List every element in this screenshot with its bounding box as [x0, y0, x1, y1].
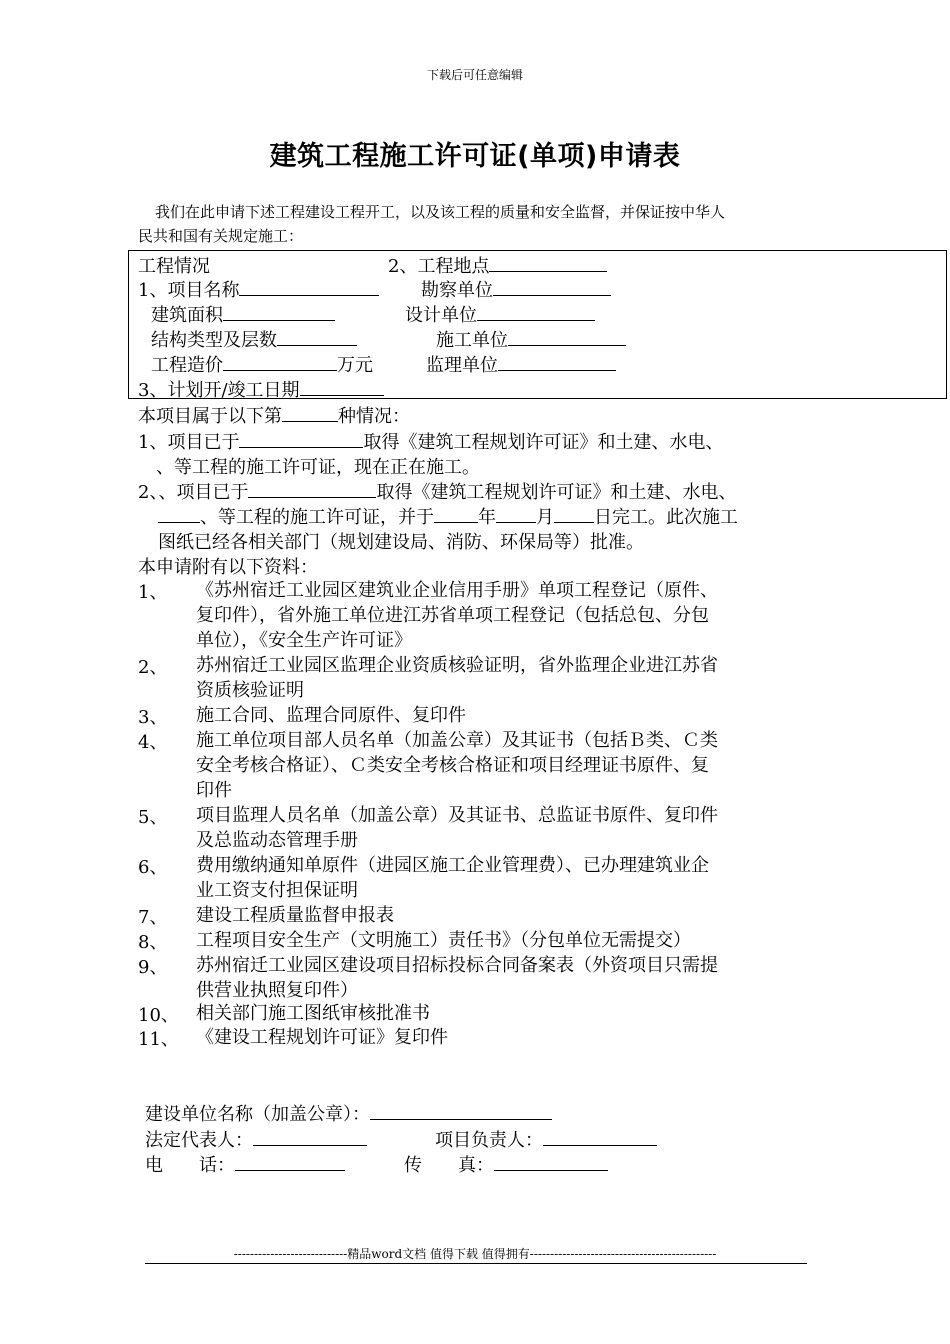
attachment-7-text — [196, 903, 816, 928]
attachment-11-text — [196, 1025, 816, 1050]
attachment-11-line-1: 《建设工程规划许可证》复印件 — [196, 1027, 448, 1048]
building-area-label: 建筑面积 — [151, 305, 223, 326]
project-lead-field[interactable] — [435, 1126, 657, 1152]
situation-suffix: 种情况： — [338, 406, 410, 427]
attachment-11-number: 11、 — [138, 1029, 179, 1050]
attachment-1-line-2: 复印件），省外施工单位进江苏省单项工程登记（包括总包、分包 — [196, 605, 709, 626]
attachment-4-line-3: 印件 — [196, 780, 232, 801]
company-name-blank[interactable] — [370, 1101, 552, 1120]
attachment-3-text — [196, 703, 816, 728]
attachment-10-text — [196, 1001, 816, 1026]
fax-blank[interactable] — [494, 1152, 608, 1171]
attachment-10-line-1: 相关部门施工图纸审核批准书 — [196, 1003, 430, 1024]
survey-unit-field[interactable] — [421, 276, 611, 302]
design-unit-label: 设计单位 — [405, 305, 477, 326]
fax-field[interactable] — [404, 1151, 608, 1177]
page-title: 建筑工程施工许可证(单项)申请表 — [269, 141, 681, 172]
attachment-6-number: 6、 — [138, 857, 168, 878]
attachment-8-text — [196, 928, 816, 953]
structure-type-label: 结构类型及层数 — [151, 330, 277, 351]
construction-unit-field[interactable] — [436, 326, 626, 352]
phone-field[interactable] — [145, 1151, 345, 1177]
completion-year-label: 年 — [478, 507, 496, 528]
building-area-blank[interactable] — [223, 302, 335, 321]
attachment-2-line-1: 苏州宿迁工业园区监理企业资质核验证明，省外监理企业进江苏省 — [196, 655, 718, 676]
project-name-field[interactable] — [138, 276, 379, 302]
attachment-5-number: 5、 — [138, 807, 168, 828]
project-situation-label: 工程情况 — [138, 256, 210, 277]
design-unit-blank[interactable] — [477, 302, 595, 321]
situation-choice[interactable] — [138, 402, 410, 428]
supervision-unit-blank[interactable] — [498, 352, 616, 371]
legal-rep-field[interactable] — [145, 1126, 367, 1152]
completion-year-blank[interactable] — [434, 504, 478, 523]
survey-unit-label: 勘察单位 — [421, 280, 493, 301]
attachment-4-text — [196, 728, 816, 803]
attachment-5-text — [196, 803, 816, 853]
completion-month-label: 月 — [536, 507, 554, 528]
attachment-2-line-2: 资质核验证明 — [196, 680, 304, 701]
situation-item-2-text-b: 取得《建筑工程规划许可证》和土建、水电、 — [376, 482, 737, 503]
attachment-6-text — [196, 853, 816, 903]
attachment-7-line-1: 建设工程质量监督申报表 — [196, 905, 394, 926]
construction-unit-label: 施工单位 — [436, 330, 508, 351]
attachment-8-number: 8、 — [138, 932, 168, 953]
project-cost-unit: 万元 — [337, 355, 373, 376]
situation-item-2-text-c: 、等工程的施工许可证，并于 — [200, 507, 434, 528]
legal-rep-blank[interactable] — [253, 1127, 367, 1146]
attachment-3-line-1: 施工合同、监理合同原件、复印件 — [196, 705, 466, 726]
situation-item-1-date-blank[interactable] — [239, 429, 363, 448]
phone-blank[interactable] — [235, 1152, 345, 1171]
attachment-4-number: 4、 — [138, 732, 168, 753]
project-location-blank[interactable] — [489, 253, 607, 272]
attachment-4-line-1: 施工单位项目部人员名单（加盖公章）及其证书（包括Ｂ类、Ｃ类 — [196, 730, 718, 751]
intro-line-1: 我们在此申请下述工程建设工程开工，以及该工程的质量和安全监督，并保证按中华人 — [155, 203, 726, 221]
attachment-1-line-3: 单位），《安全生产许可证》 — [196, 630, 412, 651]
attachment-9-line-1: 苏州宿迁工业园区建设项目招标投标合同备案表（外资项目只需提 — [196, 955, 718, 976]
project-name-label: 1、项目名称 — [138, 280, 240, 301]
attachment-9-text — [196, 953, 816, 1003]
attachment-6-line-2: 业工资支付担保证明 — [196, 880, 358, 901]
building-area-field[interactable] — [151, 301, 335, 327]
footer-note: ----------------------------精品word文档 值得下载 值得拥有---------------------------------------------- — [233, 1247, 717, 1261]
survey-unit-blank[interactable] — [493, 277, 611, 296]
intro-line-2: 民共和国有关规定施工： — [138, 227, 304, 245]
project-location-label: 2、工程地点 — [388, 256, 490, 277]
situation-item-2-text-a: 2、、项目已于 — [138, 482, 249, 503]
situation-item-2-work-blank[interactable] — [158, 504, 200, 523]
completion-day-blank[interactable] — [554, 504, 594, 523]
project-lead-blank[interactable] — [543, 1127, 657, 1146]
attachment-8-line-1: 工程项目安全生产（文明施工）责任书》（分包单位无需提交） — [196, 930, 691, 951]
attachment-4-line-2: 安全考核合格证）、Ｃ类安全考核合格证和项目经理证书原件、复 — [196, 755, 709, 776]
attachment-9-number: 9、 — [138, 957, 168, 978]
situation-prefix: 本项目属于以下第 — [138, 406, 282, 427]
project-cost-field[interactable] — [151, 351, 373, 377]
attachment-1-number: 1、 — [138, 582, 168, 603]
header-note: 下载后可任意编辑 — [426, 68, 523, 82]
schedule-blank[interactable] — [300, 377, 384, 396]
intro-paragraph — [138, 200, 808, 248]
attachments-heading: 本申请附有以下资料： — [138, 557, 318, 578]
project-lead-label: 项目负责人： — [435, 1130, 543, 1151]
supervision-unit-label: 监理单位 — [426, 355, 498, 376]
attachment-3-number: 3、 — [138, 707, 168, 728]
attachment-1-text — [196, 578, 816, 653]
situation-item-1-line-1 — [138, 428, 723, 454]
company-name-field[interactable] — [145, 1100, 552, 1126]
project-cost-blank[interactable] — [223, 352, 337, 371]
situation-item-2-text-d: 日完工。此次施工 — [594, 507, 738, 528]
attachment-1-line-1: 《苏州宿迁工业园区建筑业企业信用手册》单项工程登记（原件、 — [196, 580, 718, 601]
attachment-2-number: 2、 — [138, 657, 168, 678]
attachment-5-line-2: 及总监动态管理手册 — [196, 830, 358, 851]
attachment-6-line-1: 费用缴纳通知单原件（进园区施工企业管理费）、已办理建筑业企 — [196, 855, 709, 876]
attachment-5-line-1: 项目监理人员名单（加盖公章）及其证书、总监证书原件、复印件 — [196, 805, 718, 826]
schedule-label: 3、计划开/竣工日期 — [138, 380, 300, 401]
fax-label: 传 真： — [404, 1155, 494, 1176]
company-name-label: 建设单位名称（加盖公章）： — [145, 1104, 370, 1125]
phone-label: 电 话： — [145, 1155, 235, 1176]
situation-blank[interactable] — [282, 403, 338, 422]
situation-item-2-line-2 — [158, 503, 738, 529]
situation-item-1-text-a: 1、项目已于 — [138, 432, 240, 453]
project-cost-label: 工程造价 — [151, 355, 223, 376]
construction-unit-blank[interactable] — [508, 327, 626, 346]
situation-item-1-line-2: 、等工程的施工许可证，现在正在施工。 — [156, 457, 480, 478]
footer-divider — [145, 1263, 807, 1264]
attachment-10-number: 10、 — [138, 1005, 179, 1026]
situation-item-2-line-1 — [138, 478, 736, 504]
situation-item-2-date-blank[interactable] — [248, 479, 376, 498]
attachment-2-text — [196, 653, 816, 703]
schedule-field[interactable] — [138, 376, 384, 402]
project-name-blank[interactable] — [239, 277, 379, 296]
project-location-field[interactable] — [388, 252, 607, 278]
legal-rep-label: 法定代表人： — [145, 1130, 253, 1151]
structure-type-blank[interactable] — [277, 327, 357, 346]
design-unit-field[interactable] — [405, 301, 595, 327]
completion-month-blank[interactable] — [496, 504, 536, 523]
attachment-9-line-2: 供营业执照复印件） — [196, 980, 358, 1001]
situation-item-1-text-b: 取得《建筑工程规划许可证》和土建、水电、 — [363, 432, 724, 453]
attachment-7-number: 7、 — [138, 907, 168, 928]
situation-item-2-line-3: 图纸已经各相关部门（规划建设局、消防、环保局等）批准。 — [158, 532, 644, 553]
structure-type-field[interactable] — [151, 326, 357, 352]
supervision-unit-field[interactable] — [426, 351, 616, 377]
